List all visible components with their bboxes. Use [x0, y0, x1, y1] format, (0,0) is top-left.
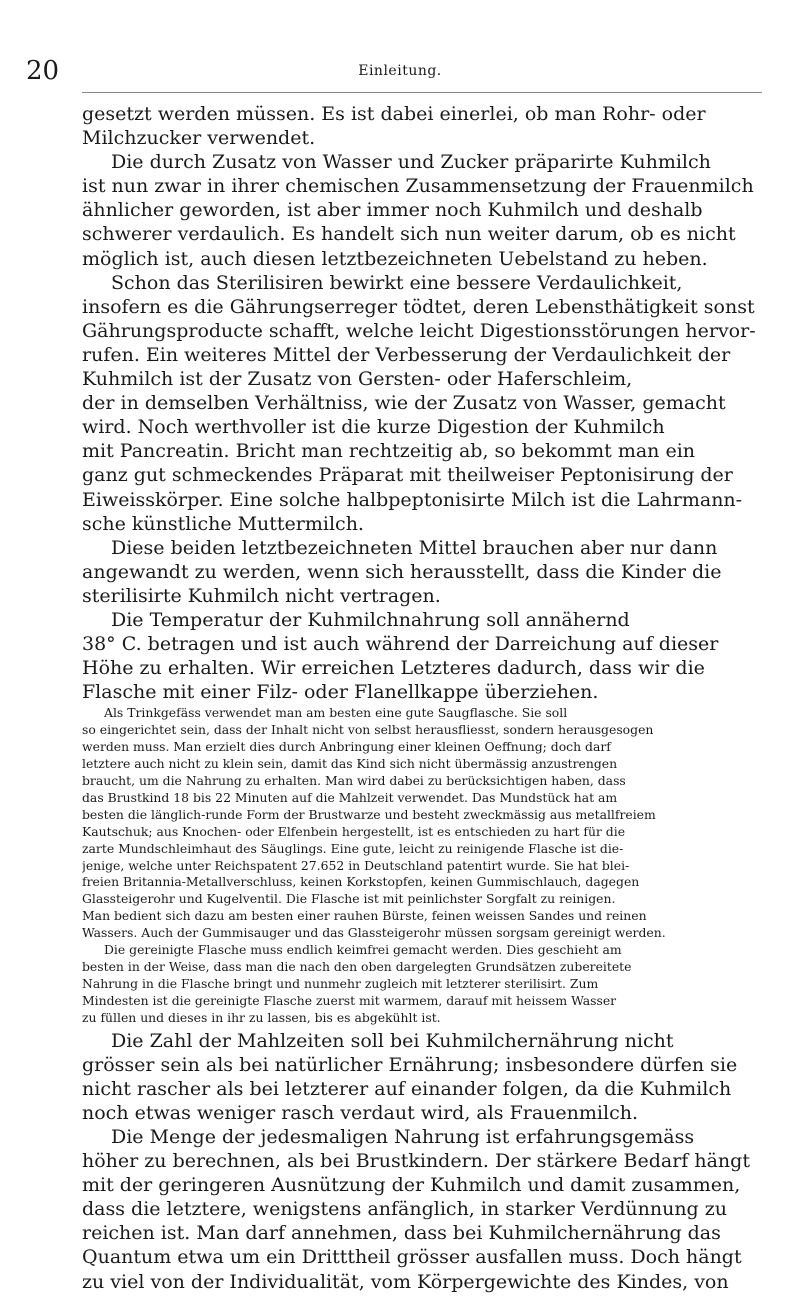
text-line: Quantum etwa um ein Dritttheil grösser ausfallen muss. Doch hängt — [82, 1246, 742, 1269]
text-line: möglich ist, auch diesen letztbezeichneten Uebelstand zu heben. — [82, 247, 708, 270]
small-text-line: besten in der Weise, dass man die nach den oben dargelegten Grundsätzen zubereitete — [82, 958, 632, 974]
page-body — [82, 102, 768, 1294]
main-text-block-1 — [82, 102, 768, 704]
text-line: sche künstliche Muttermilch. — [82, 512, 364, 535]
text-line: grösser sein als bei natürlicher Ernährung; insbesondere dürfen sie — [82, 1053, 738, 1076]
small-text-line: braucht, um die Nahrung zu erhalten. Man wird dabei zu berücksichtigen haben, dass — [82, 772, 626, 788]
small-text-line: jenige, welche unter Reichspatent 27.652 in Deutschland patentirt wurde. Sie hat blei- — [82, 857, 630, 873]
text-line: Schon das Sterilisiren bewirkt eine bessere Verdaulichkeit, — [111, 271, 683, 294]
small-text-line: das Brustkind 18 bis 22 Minuten auf die Mahlzeit verwendet. Das Mundstück hat am — [82, 789, 618, 805]
text-line: Kuhmilch ist der Zusatz von Gersten- oder Haferschleim, — [82, 368, 633, 391]
main-text-block-2 — [82, 1029, 768, 1294]
small-text-line: besten die länglich-runde Form der Brustwarze und besteht zweckmässig aus metallfreiem — [82, 806, 656, 822]
small-text-line: Kautschuk; aus Knochen- oder Elfenbein hergestellt, ist es entschieden zu hart für die — [82, 823, 626, 839]
text-line: Die Zahl der Mahlzeiten soll bei Kuhmilchernährung nicht — [111, 1029, 674, 1052]
small-text-line: so eingerichtet sein, dass der Inhalt nicht von selbst herausfliesst, sondern herausgesogen — [82, 722, 654, 738]
small-text-line: zu füllen und dieses in ihr zu lassen, bis es abgekühlt ist. — [82, 1009, 441, 1025]
text-line: dass die letztere, wenigstens anfänglich, in starker Verdünnung zu — [82, 1198, 728, 1221]
text-line: Flasche mit einer Filz- oder Flanellkappe überziehen. — [82, 681, 599, 704]
text-line: wird. Noch werthvoller ist die kurze Digestion der Kuhmilch — [82, 416, 665, 439]
text-line: Eiweisskörper. Eine solche halbpeptonisirte Milch ist die Lahrmann- — [82, 488, 743, 511]
text-line: schwerer verdaulich. Es handelt sich nun weiter darum, ob es nicht — [82, 223, 736, 246]
small-text-line: zarte Mundschleimhaut des Säuglings. Eine gute, leicht zu reinigende Flasche ist die- — [82, 840, 624, 856]
header-rule — [82, 92, 762, 93]
text-line: insofern es die Gährungserreger tödtet, deren Lebensthätigkeit sonst — [82, 295, 755, 318]
text-line: noch etwas weniger rasch verdaut wird, als Frauenmilch. — [82, 1101, 639, 1124]
page-number: 20 — [26, 56, 60, 86]
text-line: der in demselben Verhältniss, wie der Zusatz von Wasser, gemacht — [82, 392, 726, 415]
small-text-line: Die gereinigte Flasche muss endlich keimfrei gemacht werden. Dies geschieht am — [104, 942, 622, 958]
small-print-block — [82, 705, 768, 1026]
text-line: reichen ist. Man darf annehmen, dass bei Kuhmilchernährung das — [82, 1222, 721, 1245]
running-head: Einleitung. — [358, 63, 442, 79]
small-text-line: freien Britannia-Metallverschluss, keinen Korkstopfen, keinen Gummischlauch, dagegen — [82, 874, 640, 890]
text-line: mit der geringeren Ausnützung der Kuhmilch und damit zusammen, — [82, 1174, 741, 1197]
text-line: gesetzt werden müssen. Es ist dabei einerlei, ob man Rohr- oder — [82, 103, 706, 125]
text-line: Milchzucker verwendet. — [82, 127, 316, 150]
text-line: 38° C. betragen und ist auch während der Darreichung auf dieser — [82, 633, 719, 656]
small-text-line: Als Trinkgefäss verwendet man am besten eine gute Saugflasche. Sie soll — [104, 705, 568, 721]
small-text-line: Glassteigerohr und Kugelventil. Die Flasche ist mit peinlichster Sorgfalt zu reinigen. — [82, 891, 616, 907]
text-line: nicht rascher als bei letzterer auf einander folgen, da die Kuhmilch — [82, 1077, 732, 1100]
text-line: Diese beiden letztbezeichneten Mittel brauchen aber nur dann — [111, 536, 718, 559]
page-header — [26, 57, 774, 85]
small-text-line: Wassers. Auch der Gummisauger und das Glassteigerohr müssen sorgsam gereinigt werden. — [82, 925, 666, 941]
small-text-line: werden muss. Man erzielt dies durch Anbringung einer kleinen Oeffnung; doch darf — [82, 739, 611, 755]
small-text-line: Mindesten ist die gereinigte Flasche zuerst mit warmem, darauf mit heissem Wasser — [82, 992, 617, 1008]
text-line: Die Temperatur der Kuhmilchnahrung soll annähernd — [111, 608, 630, 631]
text-line: ähnlicher geworden, ist aber immer noch Kuhmilch und deshalb — [82, 199, 703, 222]
text-line: ganz gut schmeckendes Präparat mit theilweiser Peptonisirung der — [82, 464, 733, 487]
small-text-line: Man bedient sich dazu am besten einer rauhen Bürste, feinen weissen Sandes und reinen — [82, 908, 647, 924]
small-text-line: Nahrung in die Flasche bringt und nunmehr zugleich mit letzterer sterilisirt. Zum — [82, 975, 599, 991]
text-line: mit Pancreatin. Bricht man rechtzeitig ab, so bekommt man ein — [82, 440, 696, 463]
small-text-line: letztere auch nicht zu klein sein, damit das Kind sich nicht übermässig anzustrengen — [82, 756, 618, 772]
text-line: Höhe zu erhalten. Wir erreichen Letzteres dadurch, dass wir die — [82, 657, 705, 680]
text-line: Die Menge der jedesmaligen Nahrung ist erfahrungsgemäss — [111, 1125, 695, 1148]
text-line: angewandt zu werden, wenn sich herausstellt, dass die Kinder die — [82, 560, 722, 583]
text-line: ist nun zwar in ihrer chemischen Zusammensetzung der Frauenmilch — [82, 175, 754, 198]
text-line: Die durch Zusatz von Wasser und Zucker präparirte Kuhmilch — [111, 151, 711, 174]
text-line: rufen. Ein weiteres Mittel der Verbesserung der Verdaulichkeit der — [82, 343, 731, 366]
text-line: sterilisirte Kuhmilch nicht vertragen. — [82, 584, 441, 607]
text-line: höher zu berechnen, als bei Brustkindern. Der stärkere Bedarf hängt — [82, 1150, 750, 1173]
text-line: zu viel von der Individualität, vom Körpergewichte des Kindes, von — [82, 1270, 729, 1293]
text-line: Gährungsproducte schafft, welche leicht Digestionsstörungen hervor- — [82, 319, 756, 342]
